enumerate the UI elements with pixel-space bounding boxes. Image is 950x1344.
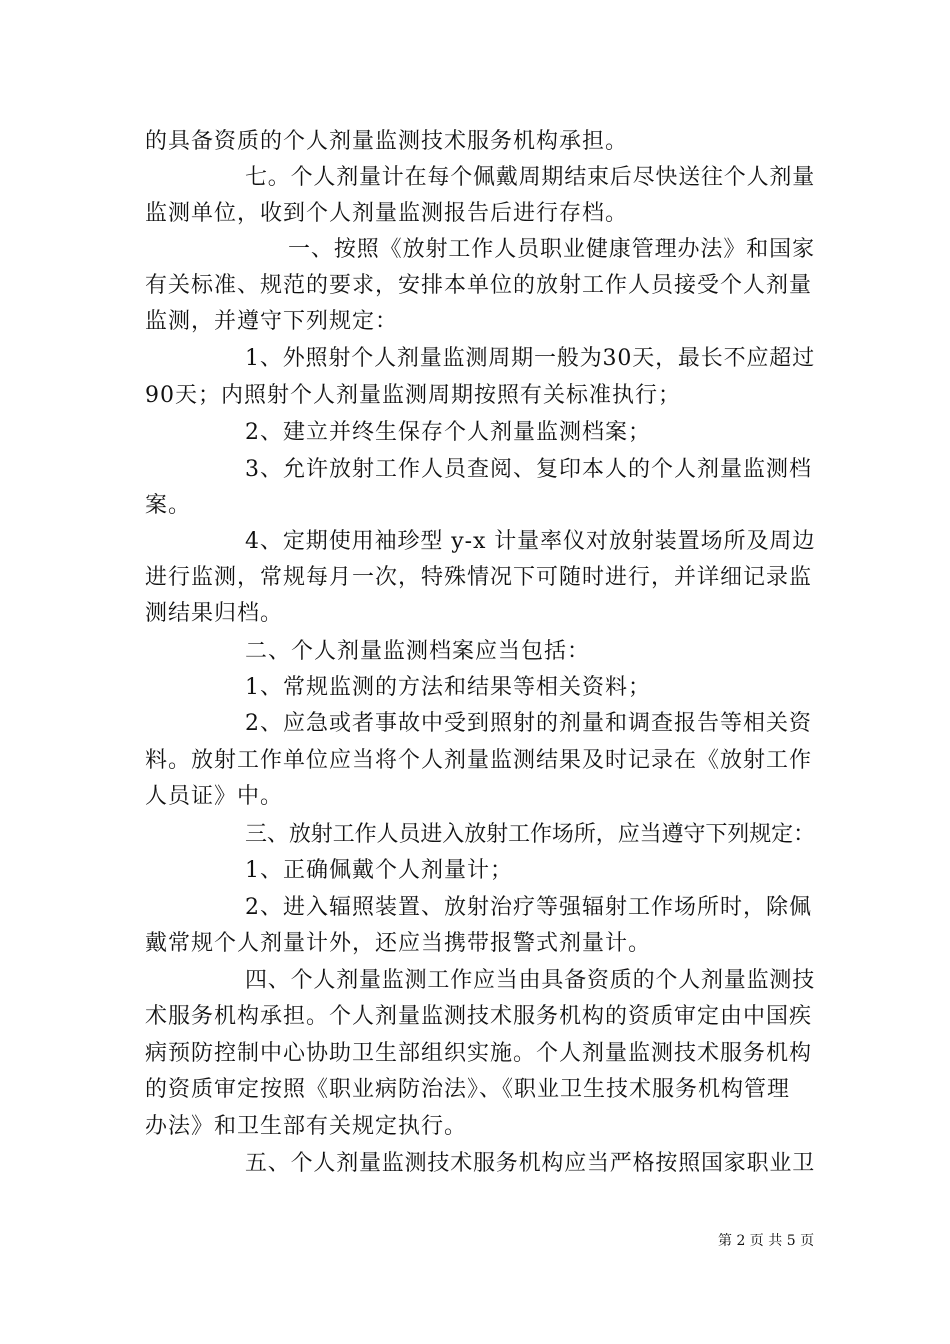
- text-line-12: 4、定期使用袖珍型 y-x 计量率仪对放射装置场所及周边: [245, 529, 816, 554]
- text-line-21: 1、正确佩戴个人剂量计；: [245, 858, 513, 883]
- text-line-13: 进行监测，常规每月一次，特殊情况下可随时进行，并详细记录监: [145, 565, 813, 590]
- text-line-9: 2、建立并终生保存个人剂量监测档案；: [245, 420, 651, 445]
- text-line-8: 90天；内照射个人剂量监测周期按照有关标准执行；: [145, 383, 681, 408]
- text-line-26: 病预防控制中心协助卫生部组织实施。个人剂量监测技术服务机构: [145, 1041, 813, 1066]
- page-number-footer: 第 2 页 共 5 页: [718, 1233, 815, 1249]
- text-line-20: 三、放射工作人员进入放射工作场所，应当遵守下列规定：: [245, 822, 816, 847]
- text-line-15: 二、个人剂量监测档案应当包括：: [245, 639, 591, 664]
- text-line-17: 2、应急或者事故中受到照射的剂量和调查报告等相关资: [245, 711, 812, 736]
- text-line-1: 的具备资质的个人剂量监测技术服务机构承担。: [145, 129, 629, 154]
- text-line-14: 测结果归档。: [145, 601, 284, 626]
- text-line-7: 1、外照射个人剂量监测周期一般为30天，最长不应超过: [245, 346, 815, 371]
- text-line-16: 1、常规监测的方法和结果等相关资料；: [245, 675, 651, 700]
- text-line-10: 3、允许放射工作人员查阅、复印本人的个人剂量监测档: [245, 457, 812, 482]
- text-line-18: 料。放射工作单位应当将个人剂量监测结果及时记录在《放射工作: [145, 748, 813, 773]
- text-line-2: 七。个人剂量计在每个佩戴周期结束后尽快送往个人剂量: [245, 165, 816, 190]
- text-line-3: 监测单位，收到个人剂量监测报告后进行存档。: [145, 201, 629, 226]
- text-line-25: 术服务机构承担。个人剂量监测技术服务机构的资质审定由中国疾: [145, 1004, 813, 1029]
- text-line-19: 人员证》中。: [145, 784, 284, 809]
- text-line-4: 一、按照《放射工作人员职业健康管理办法》和国家: [288, 237, 816, 262]
- text-line-24: 四、个人剂量监测工作应当由具备资质的个人剂量监测技: [245, 968, 816, 993]
- text-line-23: 戴常规个人剂量计外，还应当携带报警式剂量计。: [145, 931, 652, 956]
- text-line-22: 2、进入辐照装置、放射治疗等强辐射工作场所时，除佩: [245, 895, 812, 920]
- text-line-11: 案。: [145, 493, 192, 518]
- text-line-6: 监测，并遵守下列规定：: [145, 309, 399, 334]
- text-line-29: 五、个人剂量监测技术服务机构应当严格按照国家职业卫: [245, 1151, 816, 1176]
- text-line-5: 有关标准、规范的要求，安排本单位的放射工作人员接受个人剂量: [145, 273, 813, 298]
- text-line-27: 的资质审定按照《职业病防治法》、《职业卫生技术服务机构管理: [145, 1077, 791, 1102]
- text-line-28: 办法》和卫生部有关规定执行。: [145, 1114, 468, 1139]
